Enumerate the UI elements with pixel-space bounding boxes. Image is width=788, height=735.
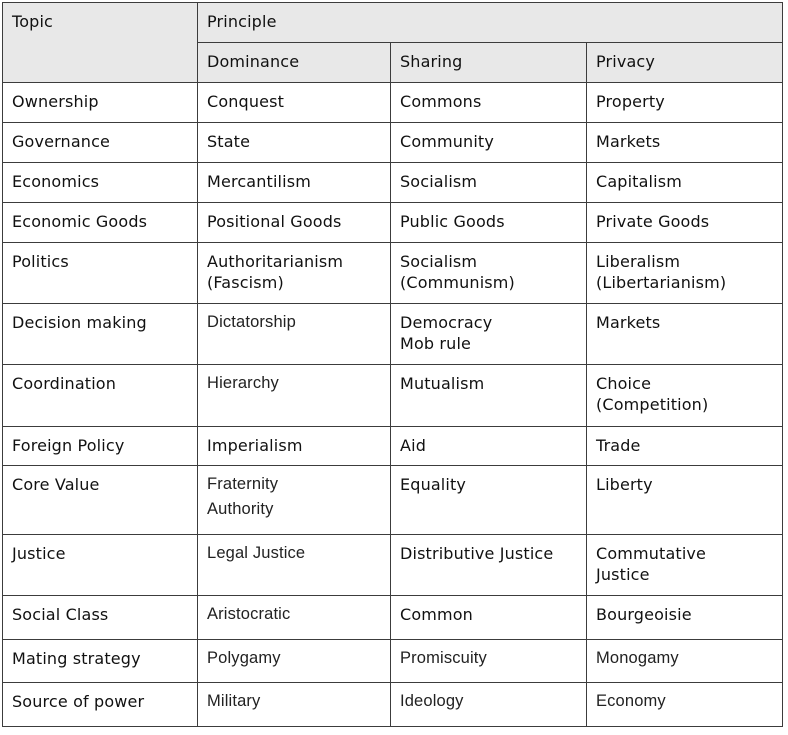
dominance-cell [198,427,391,466]
topic-cell [3,123,198,163]
cell-text: Imperialism [207,436,303,455]
cell-text: Public Goods [400,212,505,231]
cell-text: Decision making [12,313,147,332]
privacy-cell [587,123,783,163]
dominance-cell [198,640,391,683]
sharing-cell [391,83,587,123]
cell-text: Economics [12,172,100,191]
sharing-cell [391,535,587,596]
cell-text: Dictatorship [207,313,296,331]
cell-text: Community [400,132,494,151]
dominance-cell [198,243,391,304]
dominance-cell [198,683,391,727]
cell-text: (Competition) [596,395,709,414]
cell-text: State [207,132,251,151]
privacy-cell [587,83,783,123]
privacy-cell [587,683,783,727]
cell-text: Social Class [12,605,109,624]
cell-text: Governance [12,132,111,151]
cell-text: (Fascism) [207,273,284,292]
dominance-cell [198,365,391,427]
topic-cell [3,163,198,203]
cell-text: Liberty [596,475,653,494]
principle-header: Principle [198,3,783,43]
table-row [3,123,783,163]
cell-text: Core Value [12,475,100,494]
cell-text: Capitalism [596,172,682,191]
cell-text: Fraternity [207,475,279,493]
privacy-cell [587,427,783,466]
table-row [3,243,783,304]
privacy-cell [587,640,783,683]
cell-text: Choice [596,374,652,393]
table-row [3,203,783,243]
cell-text: (Communism) [400,273,515,292]
topic-cell [3,535,198,596]
cell-text: Legal Justice [207,544,306,562]
cell-text: Trade [596,436,641,455]
table-row [3,640,783,683]
cell-text: Promiscuity [400,649,487,667]
table-row [3,163,783,203]
column-header-privacy: Privacy [587,43,783,83]
cell-text: Mob rule [400,334,472,353]
cell-text: Mutualism [400,374,485,393]
cell-text: Markets [596,313,661,332]
cell-text: Foreign Policy [12,436,125,455]
sharing-cell [391,203,587,243]
dominance-cell [198,535,391,596]
cell-text: Private Goods [596,212,710,231]
dominance-cell [198,163,391,203]
dominance-cell [198,203,391,243]
cell-text: Socialism [400,172,478,191]
privacy-cell [587,596,783,640]
topic-header: Topic [3,3,198,83]
cell-text: Authoritarianism [207,252,344,271]
cell-text: (Libertarianism) [596,273,727,292]
cell-text: Commutative [596,544,707,563]
cell-text: Positional Goods [207,212,342,231]
cell-text: Distributive Justice [400,544,554,563]
table-row [3,466,783,535]
dominance-cell [198,304,391,365]
sharing-cell [391,640,587,683]
cell-text: Military [207,692,261,710]
sharing-cell [391,683,587,727]
privacy-cell [587,535,783,596]
cell-text: Aristocratic [207,605,291,623]
cell-text: Markets [596,132,661,151]
cell-text: Conquest [207,92,285,111]
sharing-cell [391,596,587,640]
topic-cell [3,466,198,535]
privacy-cell [587,466,783,535]
dominance-cell [198,83,391,123]
sharing-cell [391,427,587,466]
topic-cell [3,683,198,727]
topic-cell [3,640,198,683]
topic-cell [3,83,198,123]
dominance-cell [198,466,391,535]
cell-text: Commons [400,92,482,111]
dominance-cell [198,123,391,163]
privacy-cell [587,304,783,365]
cell-text: Justice [596,565,650,584]
cell-text: Hierarchy [207,374,279,392]
privacy-cell [587,163,783,203]
sharing-cell [391,123,587,163]
privacy-cell [587,243,783,304]
cell-text: Bourgeoisie [596,605,692,624]
cell-text: Economy [596,692,666,710]
sharing-cell [391,466,587,535]
cell-text: Mercantilism [207,172,311,191]
topic-cell [3,243,198,304]
table-row [3,596,783,640]
table-row [3,427,783,466]
cell-text: Democracy [400,313,493,332]
cell-text: Justice [12,544,66,563]
privacy-cell [587,365,783,427]
sharing-cell [391,163,587,203]
table-row [3,304,783,365]
table-row [3,83,783,123]
cell-text: Monogamy [596,649,679,667]
cell-text: Common [400,605,473,624]
topic-cell [3,427,198,466]
cell-text: Authority [207,500,274,518]
sharing-cell [391,243,587,304]
cell-text: Equality [400,475,467,494]
topic-cell [3,304,198,365]
privacy-cell [587,203,783,243]
topic-cell [3,203,198,243]
cell-text: Property [596,92,665,111]
topic-cell [3,365,198,427]
table-row [3,365,783,427]
cell-text: Ideology [400,692,464,710]
topic-cell [3,596,198,640]
sharing-cell [391,304,587,365]
cell-text: Ownership [12,92,99,111]
cell-text: Source of power [12,692,145,711]
column-header-dominance: Dominance [198,43,391,83]
cell-text: Coordination [12,374,117,393]
dominance-cell [198,596,391,640]
table-row [3,535,783,596]
principles-table [2,2,783,727]
cell-text: Socialism [400,252,478,271]
cell-text: Polygamy [207,649,281,667]
sharing-cell [391,365,587,427]
cell-text: Aid [400,436,426,455]
cell-text: Politics [12,252,69,271]
column-header-sharing: Sharing [391,43,587,83]
table-row [3,683,783,727]
cell-text: Economic Goods [12,212,148,231]
cell-text: Mating strategy [12,649,141,668]
cell-text: Liberalism [596,252,681,271]
